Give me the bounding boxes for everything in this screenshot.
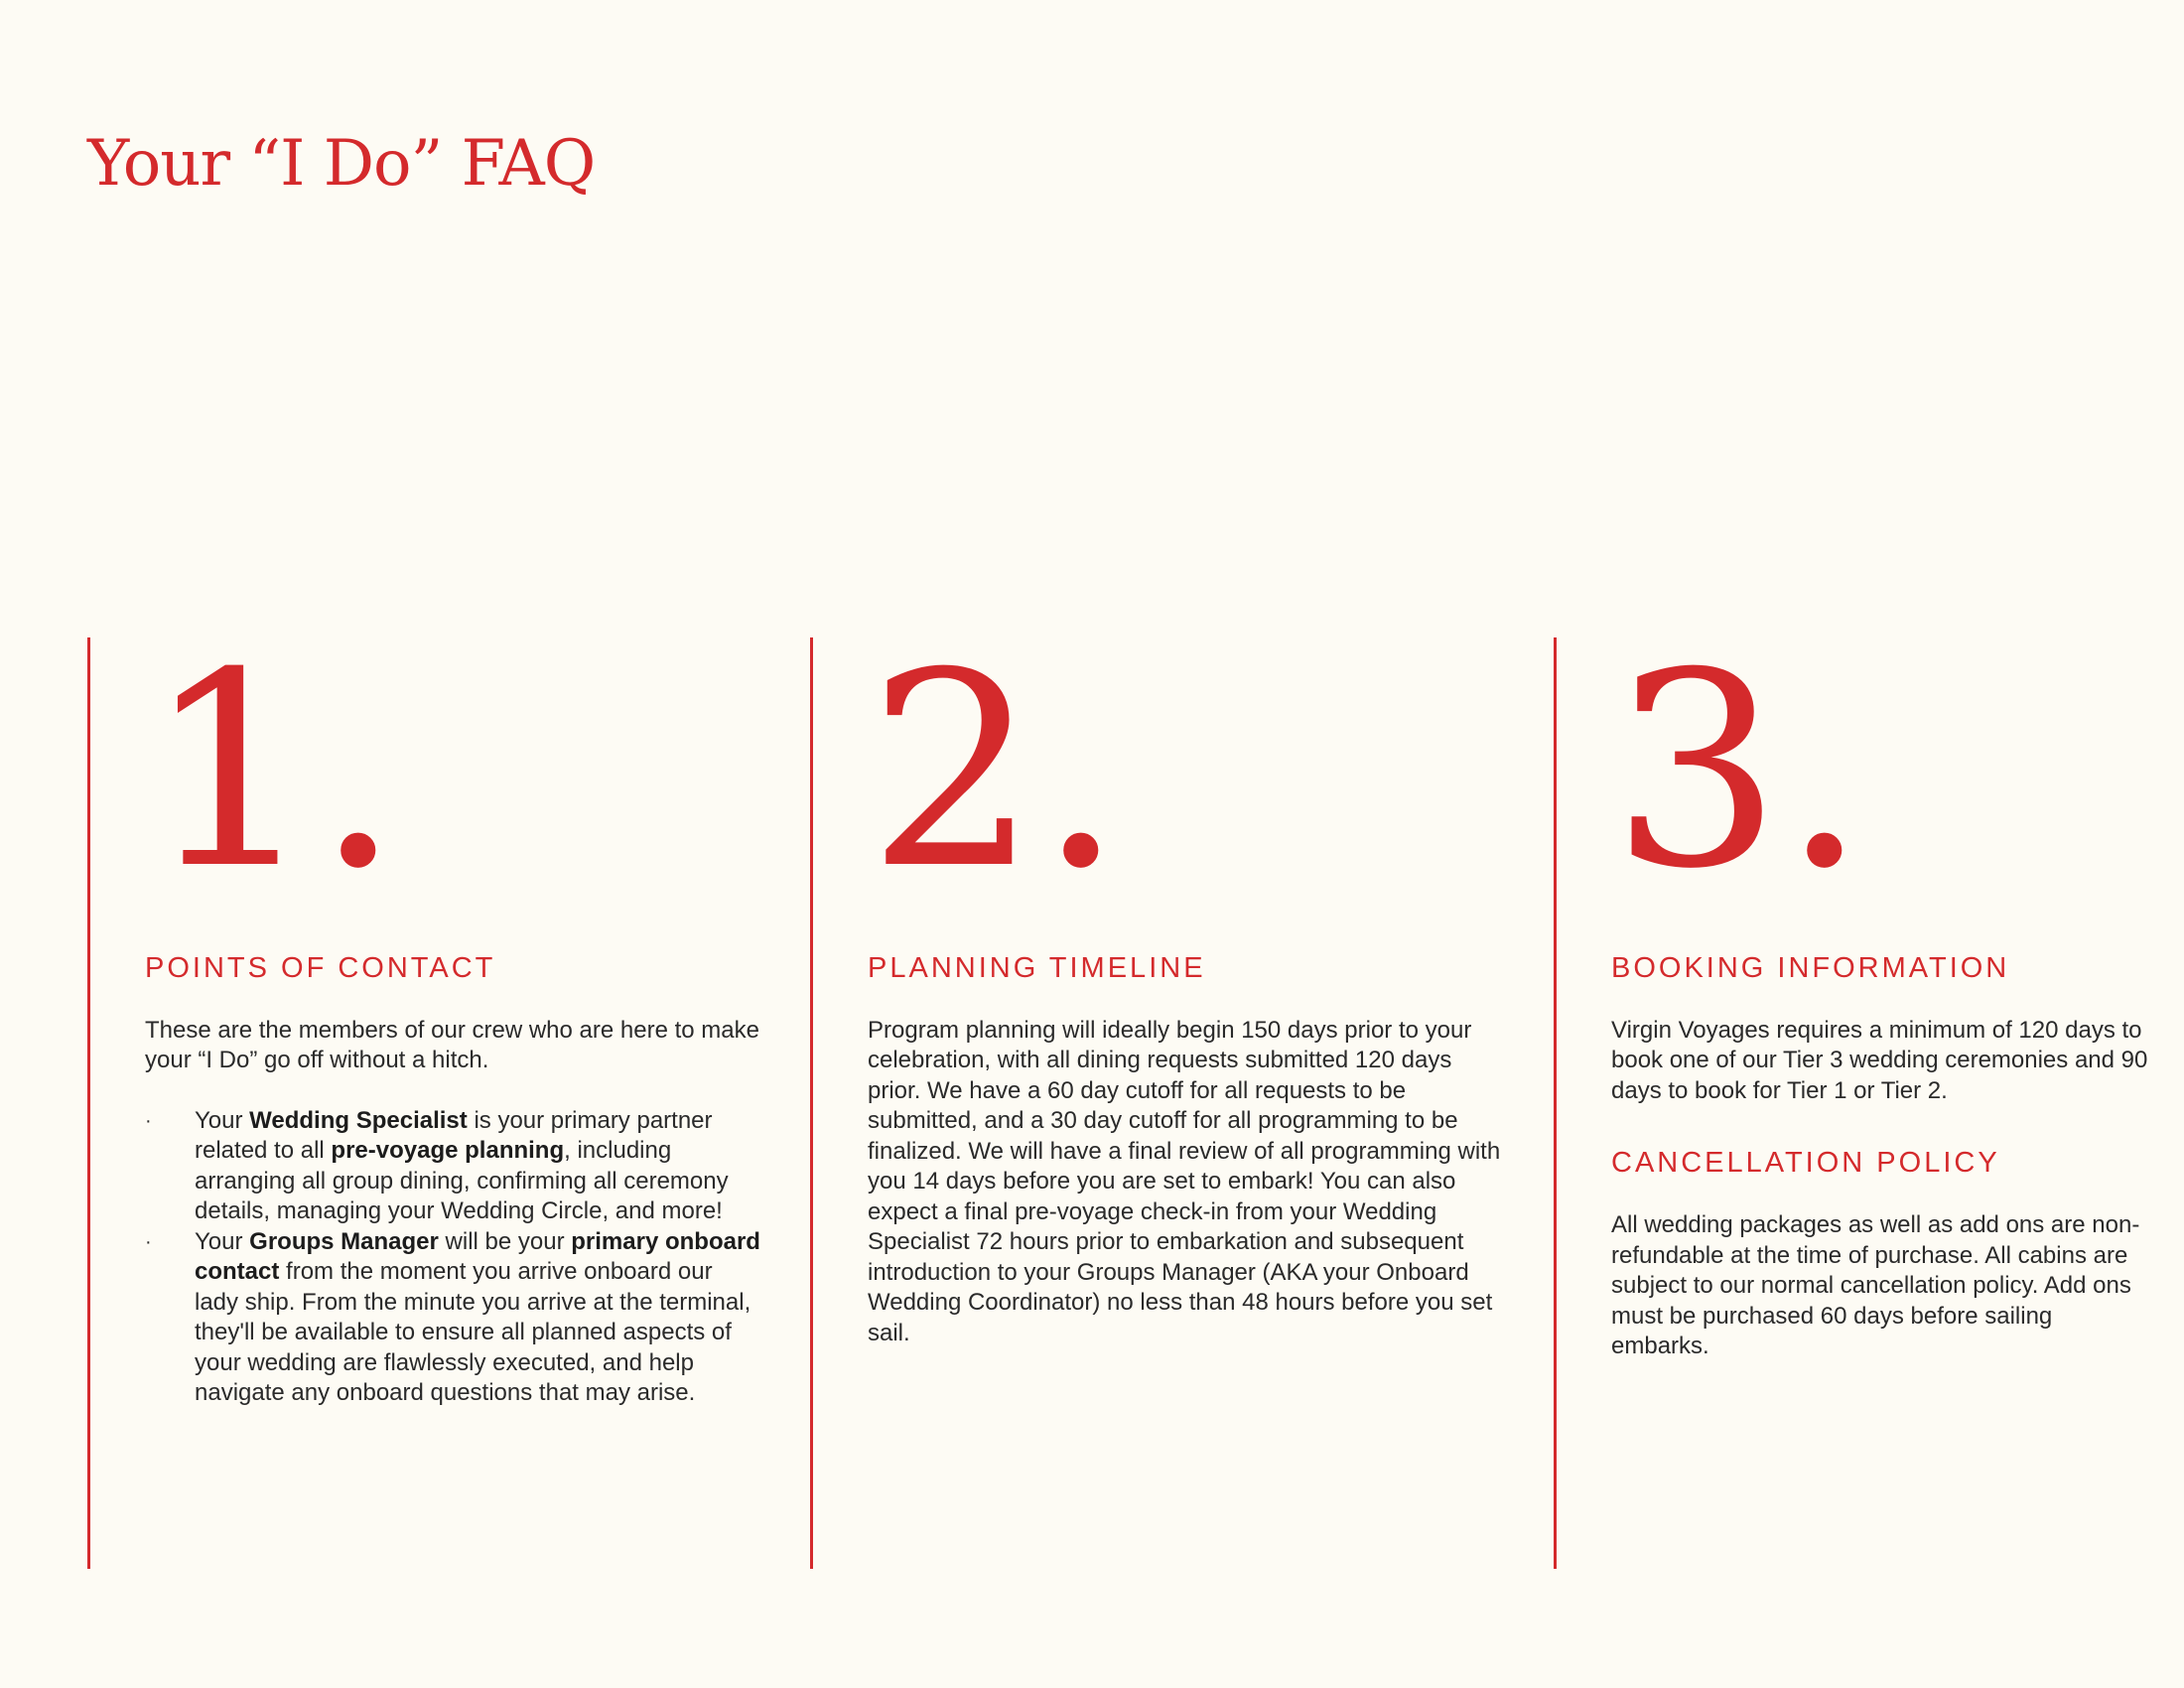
- list-item-wedding-specialist: [145, 1106, 762, 1227]
- section-heading: BOOKING INFORMATION: [1611, 952, 2010, 984]
- section-number: 1.: [145, 615, 401, 927]
- cancellation-body: All wedding packages as well as add ons are non-refundable at the time of purchase. All cabins are subject to our normal cancellation policy. Add ons must be purchased 60 days before sailing embarks.: [1611, 1211, 2140, 1360]
- bullet-marker: ·: [145, 1109, 152, 1132]
- section-body: Virgin Voyages requires a minimum of 120 days to book one of our Tier 3 wedding ceremonies and 90 days to book for Tier 1 or Tier 2.: [1611, 1016, 2148, 1104]
- section-content: [145, 951, 762, 1409]
- bullet-text: , including arranging all group dining, confirming all ceremony details, managing your Wedding Circle, and more!: [195, 1137, 729, 1225]
- bullet-emphasis: pre-voyage planning: [331, 1137, 565, 1165]
- bullet-text: will be your: [438, 1227, 572, 1255]
- section-number: 2.: [868, 615, 1124, 927]
- bullet-text: Your: [195, 1106, 250, 1134]
- section-number: 3.: [1611, 615, 1867, 927]
- contact-list: [145, 1106, 762, 1409]
- bullet-emphasis: primary onboard contact: [195, 1227, 760, 1286]
- bullet-text: from the moment you arrive onboard our lady ship. From the minute you arrive at the terminal, they'll be available to ensure all planned aspects of your wedding are flawlessly executed, and help navigate any onboard questions that may arise.: [195, 1258, 751, 1407]
- faq-column-planning-timeline: [810, 615, 1505, 1569]
- section-heading: POINTS OF CONTACT: [145, 952, 496, 984]
- cancellation-heading: CANCELLATION POLICY: [1611, 1147, 2000, 1180]
- section-content: [1611, 951, 2149, 1362]
- bullet-emphasis: Wedding Specialist: [249, 1106, 468, 1134]
- bullet-text: Your: [195, 1227, 250, 1255]
- section-body: Program planning will ideally begin 150 days prior to your celebration, with all dining requests submitted 120 days prior. We have a 60 day cutoff for all requests to be submitted, and a 30 day cutoff for all programming to be finalized. We will have a final review of all programming with you 14 days before you are set to embark! You can also expect a final pre-voyage check-in from your Wedding Specialist 72 hours prior to embarkation and subsequent introduction to your Groups Manager (AKA your Onboard Wedding Coordinator) no less than 48 hours before you set sail.: [868, 1016, 1501, 1346]
- faq-column-points-of-contact: [87, 615, 762, 1569]
- bullet-emphasis: Groups Manager: [249, 1227, 439, 1255]
- section-heading: PLANNING TIMELINE: [868, 952, 1206, 984]
- bullet-marker: ·: [145, 1230, 152, 1253]
- section-intro: These are the members of our crew who are here to make your “I Do” go off without a hitch.: [145, 1016, 759, 1074]
- section-content: [868, 951, 1505, 1348]
- page-title: Your “I Do” FAQ: [87, 127, 596, 201]
- faq-column-booking-information: [1554, 615, 2149, 1569]
- list-item-groups-manager: [145, 1227, 762, 1409]
- bullet-text: is your primary partner related to all: [195, 1106, 713, 1165]
